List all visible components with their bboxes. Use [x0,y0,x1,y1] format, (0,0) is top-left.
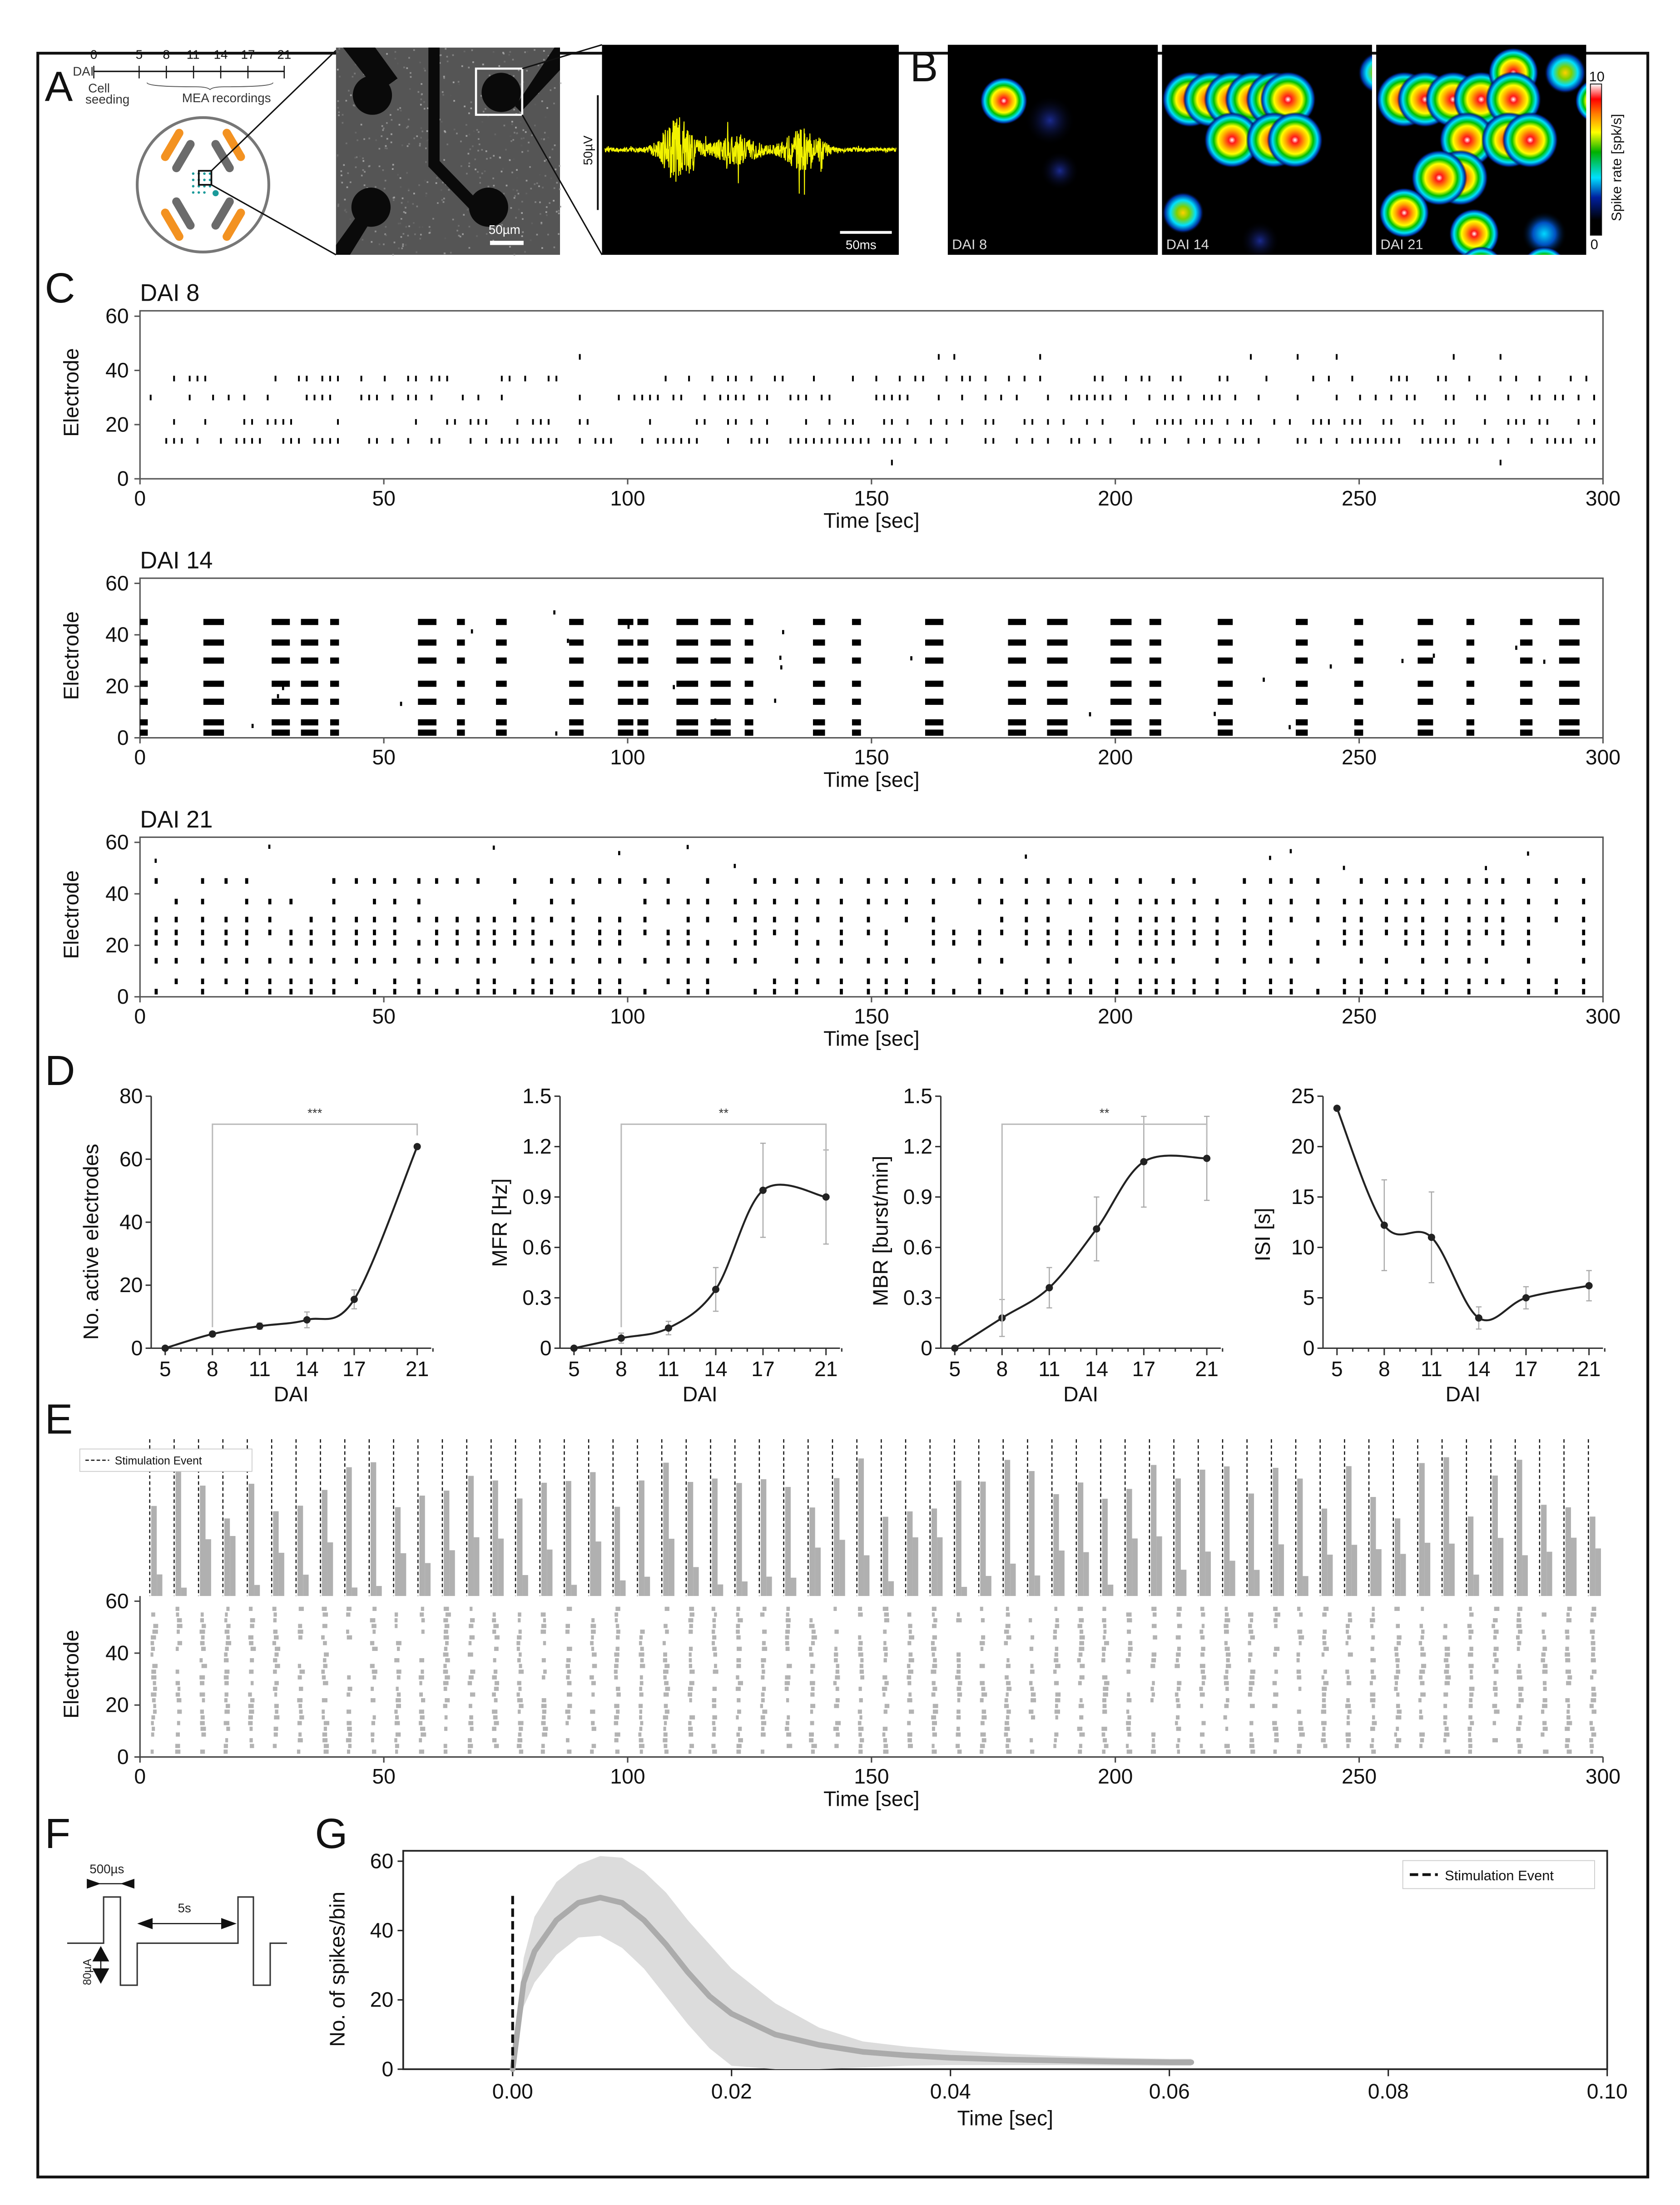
significance-label: ** [719,1105,729,1120]
x-tick: 17 [751,1357,775,1381]
x-tick: 0.02 [711,2079,752,2103]
raster-title: DAI 8 [140,280,200,307]
panel-b [910,43,1625,291]
panel-d [45,1047,1605,1406]
x-tick: 150 [854,486,889,510]
x-axis-label: DAI [273,1382,309,1406]
x-tick: 11 [248,1357,271,1381]
x-tick: 11 [1420,1357,1442,1381]
y-axis-label: Electrode [59,611,83,700]
x-tick: 11 [1038,1357,1061,1381]
x-tick: 5 [568,1357,580,1381]
x-tick: 200 [1098,1764,1133,1789]
x-tick: 250 [1342,745,1377,769]
map-title: DAI 14 [1166,236,1209,253]
x-tick: 100 [610,486,645,510]
cell-seeding-label-1: Cell [88,81,110,95]
y-tick: 0.9 [903,1184,932,1209]
legend-e [80,1449,252,1471]
y-tick: 60 [105,304,129,328]
panel-c [45,264,1621,1050]
panel-a [45,45,899,256]
y-tick: 0.3 [522,1285,552,1309]
spike-rate-map-dai14 [1162,45,1400,261]
x-axis-label: Time [sec] [823,768,920,792]
figure-frame [38,53,1648,2177]
y-tick: 40 [105,1641,129,1665]
colorbar-label: Spike rate [spk/s] [1608,114,1625,222]
y-tick: 40 [370,1918,394,1942]
y-axis-label: No. active electrodes [79,1144,103,1340]
y-tick: 1.5 [903,1084,932,1108]
panel-label-e: E [45,1395,73,1443]
x-tick: 150 [854,745,889,769]
y-tick: 20 [370,1987,394,2012]
x-tick: 50 [372,1004,396,1028]
x-tick: 0 [134,486,146,510]
mea-recordings-label: MEA recordings [182,91,271,105]
panel-label-c: C [45,264,75,312]
x-tick: 300 [1585,486,1621,510]
x-tick: 300 [1585,1764,1621,1789]
x-tick: 17 [342,1357,366,1381]
y-tick: 20 [105,1693,129,1717]
micrograph-scale-label: 50µm [488,222,520,237]
x-tick: 14 [1085,1357,1109,1381]
x-axis-label: Time [sec] [823,1026,920,1050]
x-tick: 8 [1378,1357,1390,1381]
x-tick: 5 [949,1357,961,1381]
raster-plot-dai-21 [59,807,1621,1050]
timeline-tick: 0 [90,47,98,62]
panel-label-a: A [45,62,73,110]
x-axis-label: Time [sec] [823,1787,920,1811]
y-tick: 25 [1291,1084,1315,1108]
y-tick: 0.9 [522,1184,552,1209]
timeline-tick: 17 [241,47,255,62]
y-tick: 60 [105,830,129,854]
colorbar-min: 0 [1590,236,1598,253]
panel-e [45,1396,1621,1811]
x-tick: 21 [814,1357,838,1381]
y-tick: 0 [131,1336,143,1360]
x-tick: 250 [1342,1004,1377,1028]
y-tick: 0 [921,1336,932,1360]
y-axis-label: Electrode [59,348,83,437]
trace-x-scale: 50ms [845,238,877,252]
x-tick: 50 [372,1764,396,1789]
y-tick: 60 [370,1849,394,1873]
electrode-micrograph [336,45,602,256]
x-axis-label: Time [sec] [823,509,920,533]
pulse-width-label: 500µs [89,1862,124,1876]
timeline-tick: 14 [213,47,228,62]
x-tick: 8 [206,1357,218,1381]
x-axis-label: Time [sec] [957,2106,1053,2130]
chart-d-isi [1251,1084,1605,1406]
panel-label-b: B [910,43,938,90]
timeline-axis-label: DAI [73,64,94,79]
y-tick: 0 [117,985,129,1009]
x-tick: 21 [1195,1357,1219,1381]
spike-rate-map-dai21 [1376,45,1620,292]
y-tick: 0 [117,1744,129,1769]
cell-seeding-label-2: seeding [85,92,130,107]
y-tick: 15 [1291,1184,1315,1209]
x-tick: 0.04 [930,2079,971,2103]
map-title: DAI 8 [952,236,987,253]
raster-title: DAI 21 [140,806,213,833]
y-tick: 0 [117,725,129,749]
y-tick: 60 [105,1589,129,1613]
x-axis-label: DAI [682,1382,718,1406]
timeline-tick: 5 [135,47,143,62]
x-tick: 50 [372,745,396,769]
x-tick: 100 [610,1004,645,1028]
legend-label: Stimulation Event [1445,1867,1554,1883]
x-tick: 100 [610,1764,645,1789]
y-tick: 80 [119,1084,143,1108]
y-tick: 20 [119,1273,143,1297]
y-tick: 60 [119,1147,143,1171]
y-tick: 1.2 [903,1135,932,1159]
x-tick: 150 [854,1004,889,1028]
panel-label-d: D [45,1046,75,1094]
y-tick: 10 [1291,1235,1315,1259]
y-axis-label: ISI [s] [1250,1208,1274,1262]
x-tick: 8 [996,1357,1008,1381]
x-tick: 0 [134,745,146,769]
x-tick: 50 [372,486,396,510]
map-title: DAI 21 [1380,236,1423,253]
x-tick: 17 [1514,1357,1538,1381]
y-axis-label: MFR [Hz] [487,1178,511,1267]
panel-label-f: F [45,1809,71,1857]
y-axis-label: No. of spikes/bin [325,1891,349,2047]
amplitude-marker [81,1946,109,1985]
y-tick: 0.6 [522,1235,552,1259]
raster-plot-dai-14 [59,548,1621,792]
y-tick: 60 [105,571,129,595]
x-tick: 150 [854,1764,889,1789]
x-tick: 0 [134,1004,146,1028]
raster-plot-dai-8 [59,280,1621,532]
y-tick: 0 [540,1336,552,1360]
legend-label: Stimulation Event [114,1455,202,1467]
x-tick: 200 [1098,1004,1133,1028]
amplitude-label: 80µA [81,1958,94,1986]
x-tick: 0.00 [492,2079,533,2103]
raster-title: DAI 14 [140,547,213,574]
y-tick: 0 [382,2057,394,2081]
y-tick: 1.2 [522,1135,552,1159]
panel-f [45,1810,287,1985]
legend-g [1403,1861,1595,1889]
mea-chip-schematic [137,50,336,255]
x-axis-label: DAI [1063,1382,1099,1406]
x-tick: 5 [159,1357,171,1381]
spike-rate-map-dai8 [948,45,1158,255]
y-axis-label: Electrode [59,870,83,959]
y-tick: 40 [105,882,129,906]
significance-label: *** [307,1105,322,1120]
y-tick: 40 [105,358,129,382]
panel-g [315,1810,1628,2130]
x-tick: 0.06 [1149,2079,1190,2103]
significance-label: ** [1099,1105,1110,1120]
x-tick: 300 [1585,745,1621,769]
x-tick: 21 [405,1357,429,1381]
trace-y-scale: 50µV [580,135,595,165]
x-tick: 21 [1577,1357,1601,1381]
interval-marker [137,1901,237,1929]
x-tick: 11 [657,1357,679,1381]
y-tick: 0 [117,466,129,491]
y-tick: 20 [1291,1135,1315,1159]
y-tick: 20 [105,674,129,698]
x-axis-label: DAI [1445,1382,1481,1406]
x-tick: 300 [1585,1004,1621,1028]
x-tick: 14 [295,1357,319,1381]
colorbar-max: 10 [1589,68,1605,84]
x-tick: 250 [1342,486,1377,510]
y-tick: 0.6 [903,1235,932,1259]
timeline-tick: 11 [186,47,200,62]
x-tick: 100 [610,745,645,769]
colorbar [1589,69,1625,253]
y-tick: 0 [1303,1336,1315,1360]
timeline [73,47,291,106]
x-tick: 200 [1098,486,1133,510]
x-tick: 0.10 [1586,2079,1628,2103]
x-tick: 17 [1132,1357,1156,1381]
y-tick: 40 [105,623,129,647]
x-tick: 0 [134,1764,146,1789]
y-tick: 20 [105,412,129,436]
pulse-width-marker [87,1862,134,1888]
chart-d-mbr [868,1084,1222,1406]
psth-confidence-band [513,1856,1191,2069]
y-axis-label: MBR [burst/min] [868,1155,892,1307]
y-tick: 0.3 [903,1285,932,1309]
y-tick: 40 [119,1210,143,1234]
y-tick: 1.5 [522,1084,552,1108]
y-tick: 20 [105,933,129,957]
panel-label-g: G [315,1809,348,1857]
x-tick: 14 [704,1357,728,1381]
chart-d-active-electrodes [79,1084,433,1406]
timeline-tick: 8 [163,47,170,62]
y-tick: 5 [1303,1285,1315,1309]
y-axis-label: Electrode [59,1630,83,1719]
x-tick: 8 [615,1357,627,1381]
timeline-tick: 21 [277,47,292,62]
interval-label: 5s [178,1901,191,1915]
x-tick: 14 [1467,1357,1491,1381]
chart-d-mfr [488,1084,842,1406]
voltage-trace [581,45,899,255]
x-tick: 0.08 [1368,2079,1409,2103]
x-tick: 5 [1331,1357,1343,1381]
x-tick: 200 [1098,745,1133,769]
x-tick: 250 [1342,1764,1377,1789]
